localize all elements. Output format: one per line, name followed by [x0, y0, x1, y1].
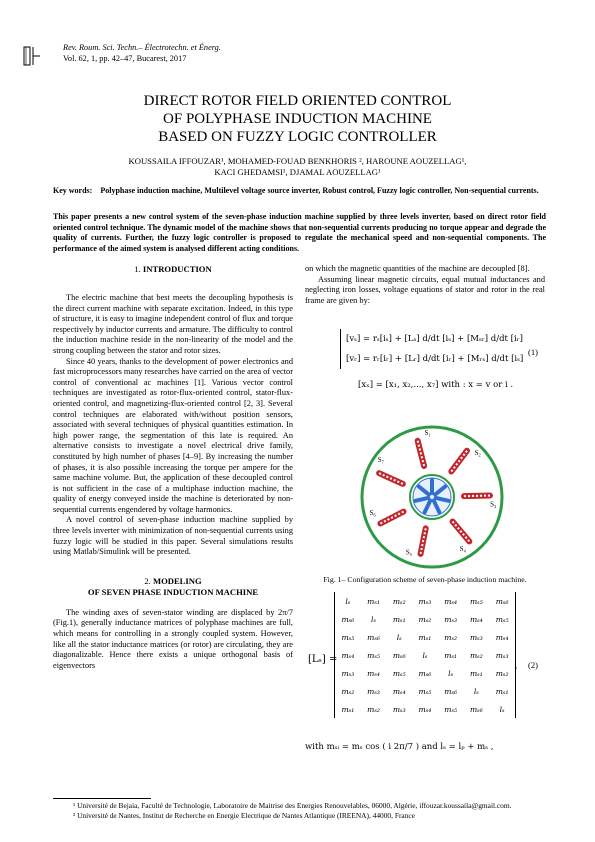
winding-label: S₆	[369, 508, 376, 517]
title-line-2: OF POLYPHASE INDUCTION MACHINE	[163, 111, 432, 127]
journal-name: Rev. Roum. Sci. Techn.– Électrotechn. et Énerg.	[63, 43, 221, 52]
matrix-cell: mₛ₄	[367, 668, 380, 678]
right-paragraph-1: on which the magnetic quantities of the machine are decoupled [8].	[305, 264, 530, 273]
matrix-row	[335, 700, 515, 718]
eq2-number: (2)	[528, 660, 538, 670]
matrix-cell: mₛ₆	[392, 650, 406, 660]
footnote-divider	[53, 798, 151, 799]
matrix-cell: mₛ₂	[341, 686, 355, 696]
winding-label: S₅	[405, 548, 413, 557]
matrix-cell: mₛ₁	[418, 632, 432, 642]
matrix-cell: mₛ₂	[367, 704, 380, 714]
section-1-heading	[53, 264, 293, 275]
matrix-cell: mₛ₄	[495, 632, 509, 642]
matrix-cell: mₛ₄	[341, 650, 355, 660]
eq2-lhs: [Lₛ] =	[308, 654, 338, 665]
matrix-cell: mₛ₁	[341, 704, 355, 714]
matrix-row	[335, 682, 515, 700]
matrix-cell: mₛ₁	[444, 650, 458, 660]
keywords-text: Polyphase induction machine, Multilevel voltage source inverter, Robust control, Fuzzy logic controller, Non-sequential currents.	[100, 186, 539, 195]
matrix-cell: mₛ₅	[469, 596, 483, 606]
matrix-cell: mₛ₆	[341, 614, 355, 624]
authors-line-2: KACI GHEDAMSI¹, DJAMAL AOUZELLAG¹	[214, 167, 381, 177]
rotor-bar	[415, 498, 428, 501]
matrix-cell: lₛ	[499, 704, 505, 714]
matrix-cell: mₛ₃	[444, 614, 458, 624]
matrix-cell: lₛ	[371, 614, 377, 624]
matrix-cell: mₛ₅	[392, 668, 406, 678]
matrix-cell: mₛ₃	[392, 704, 406, 714]
journal-volume: Vol. 62, 1, pp. 42–47, Bucarest, 2017	[63, 54, 187, 63]
section-2-title-1: MODELING	[152, 575, 202, 586]
intro-paragraph-1: The electric machine that best meets the decoupling hypothesis is the direct current machine with separate excitation. Indeed, in this type of structure, it is easy to imagine independent control of flux and torque respectively by inductor currents and armature. The difficulty to control the induction machine reside in the non-linearity of the model and the strong coupling between the stator and rotor sizes.	[53, 293, 293, 355]
matrix-cell: mₛ₂	[418, 614, 432, 624]
equation-1	[340, 329, 540, 395]
matrix-cell: mₛ₁	[367, 596, 380, 606]
matrix-cell: lₛ	[396, 632, 402, 642]
matrix-cell: mₛ₅	[367, 650, 380, 660]
matrix-cell: mₛ₃	[418, 596, 432, 606]
eq1-line-1: [vₛ] = rₛ[iₛ] + [Lₛ] d/dt [iₛ] + [Mₛᵣ] d/dt [iᵣ]	[346, 334, 523, 344]
winding-label: S₁	[424, 429, 431, 438]
matrix-cell: mₛ₃	[341, 668, 355, 678]
matrix-table	[335, 592, 518, 718]
matrix-cell: mₛ₄	[418, 704, 432, 714]
matrix-cell: mₛ₄	[392, 686, 406, 696]
figure-1-caption: Fig. 1– Configuration scheme of seven-phase induction machine.	[323, 575, 527, 584]
matrix-row	[335, 664, 515, 682]
matrix-cell: mₛ₆	[418, 668, 432, 678]
matrix-cell: lₛ	[422, 650, 428, 660]
section-2-title-2: OF SEVEN PHASE INDUCTION MACHINE	[87, 586, 259, 597]
matrix-cell: mₛ₁	[392, 614, 406, 624]
matrix-cell: mₛ₃	[469, 632, 483, 642]
matrix-row	[335, 610, 515, 628]
paper-title	[0, 92, 595, 146]
title-line-3: BASED ON FUZZY LOGIC CONTROLLER	[158, 129, 437, 145]
rotor-bar	[436, 498, 449, 501]
intro-paragraph-2: Since 40 years, thanks to the development of power electronics and fast microprocessors many researches have carried on the area of vector control of conventional ac machines [1]. Various vector control techniques are investigated as rotor-flux-oriented control, stator-flux-oriented control, and magnetizing-flux-oriented control [2, 3]. Several control techniques are elaborated with/without position sensors, associated with several techniques of physical quantities estimation. In high power range, the segmentation of this late is required. An alternative consists to investigate a novel electrical drive family, constituted by high number of phases [4–9]. By increasing the number of phases, it is also possible increasing the torque per ampere for the same machine volume. But, the application of these decoupled control is not sufficient in the case of a multiphase induction machine, the quality of energy conveyed inside the machine is deteriorated by non-sequential currents engendered by voltage harmonics.	[53, 356, 293, 514]
matrix-cell: lₛ	[448, 668, 454, 678]
left-column	[53, 264, 293, 671]
section-2-number: 2.	[144, 575, 151, 586]
matrix-cell: mₛ₅	[418, 686, 432, 696]
winding-label: S₇	[377, 455, 385, 464]
modeling-paragraph-1: The winding axes of seven-stator winding are displaced by 2π/7 (Fig.1), generally inductance matrices of polyphase machines are full, which means for controlling in a strongly coupled system. However, like all the stator inductance matrices (or rotor) are circulating, they are diagonalizable. Hence there exists a unique orthogonal basis of eigenvectors	[53, 607, 293, 670]
eq1-number: (1)	[528, 347, 538, 357]
matrix-cell: mₛ₁	[469, 668, 483, 678]
matrix-cell: mₛ₃	[495, 650, 509, 660]
winding-label: S₂	[474, 449, 481, 458]
right-paragraph-2: Assuming linear magnetic circuits, equal mutual inductances and neglecting iron losses, voltage equations of stator and rotor in the real frame are given by:	[305, 274, 545, 305]
journal-logo	[22, 45, 54, 67]
matrix-cell: mₛ₁	[495, 686, 509, 696]
matrix-cell: mₛ₅	[444, 704, 458, 714]
matrix-cell: mₛ₆	[495, 596, 509, 606]
figure-1	[337, 422, 527, 572]
matrix-cell: mₛ₅	[495, 614, 509, 624]
seven-phase-machine-diagram	[337, 422, 527, 572]
matrix-cell: mₛ₅	[341, 632, 355, 642]
matrix-row	[335, 646, 515, 664]
matrix-cell: mₛ₆	[469, 704, 483, 714]
authors-line-1: KOUSSAILA IFFOUZAR¹, MOHAMED-FOUAD BENKHORIS ², HAROUNE AOUZELLAG¹,	[128, 156, 467, 166]
matrix-row	[335, 628, 515, 646]
authors	[60, 156, 535, 178]
keywords-label: Key words:	[53, 186, 93, 195]
matrix-row	[335, 592, 515, 610]
matrix-cell: mₛ₄	[469, 614, 483, 624]
matrix-cell: mₛ₆	[444, 686, 458, 696]
matrix-cell: mₛ₂	[444, 632, 458, 642]
footnotes	[53, 801, 546, 820]
title-line-1: DIRECT ROTOR FIELD ORIENTED CONTROL	[143, 93, 452, 109]
matrix-cell: mₛ₂	[392, 596, 406, 606]
winding-label: S₄	[459, 544, 466, 553]
matrix-cell: lₛ	[473, 686, 479, 696]
eq1-line-3: [xₓ] = [x₁, x₂,..., x₇] with : x = v or i .	[358, 380, 514, 390]
matrix-cell: mₛ₂	[469, 650, 483, 660]
eq1-line-2: [vᵣ] = rᵣ[iᵣ] + [Lᵣ] d/dt [iᵣ] + [Mᵣₛ] d/dt [iₛ]	[346, 354, 524, 364]
winding-label: S₃	[490, 500, 497, 509]
footnote-2: ² Université de Nantes, Institut de Recherche en Energie Electrique de Nantes Atlantique (IREENA), 44000, France	[73, 810, 415, 820]
matrix-cell: lₛ	[345, 596, 351, 606]
right-column	[305, 264, 545, 306]
footnote-1: ¹ Université de Bejaia, Faculté de Technologie, Laboratoire de Maitrise des Energies Renouvelables, 06000, Algérie, iffouzar.koussaila@gmail.com.	[73, 801, 512, 810]
matrix-cell: mₛ₄	[444, 596, 458, 606]
journal-header	[63, 42, 221, 64]
matrix-cell: mₛ₆	[367, 632, 380, 642]
matrix-cell: mₛ₂	[495, 668, 509, 678]
intro-paragraph-3: A novel control of seven-phase induction machine supplied by three levels inverter with minimization of non-sequential currents using fuzzy logic will be studied in this paper. Several simulations results using Matlab/Simulink will be presented.	[53, 515, 293, 557]
section-1-title: INTRODUCTION	[142, 264, 212, 274]
keywords	[53, 186, 546, 197]
section-2-heading	[53, 576, 293, 598]
abstract: This paper presents a new control system of the seven-phase induction machine supplied by three levels inverter, based on direct rotor field oriented control technique. The dynamic model of the machine shows that non-sequential currents producing no torque appear and degrade the quality of currents. Further, the fuzzy logic controller is proposed to regulate the mechanical speed and non-sequential components. The performance of the aimed system is analysed different acting conditions.	[53, 212, 546, 253]
section-1-number: 1.	[134, 264, 141, 274]
eq2-with-clause: with mₛᵢ = mₛ cos ( i 2π/7 ) and lₛ = lₚ + mₛ ,	[305, 742, 494, 752]
inductance-matrix	[334, 592, 516, 718]
matrix-cell: mₛ₃	[367, 686, 380, 696]
eq2-comma: ,	[515, 660, 518, 670]
